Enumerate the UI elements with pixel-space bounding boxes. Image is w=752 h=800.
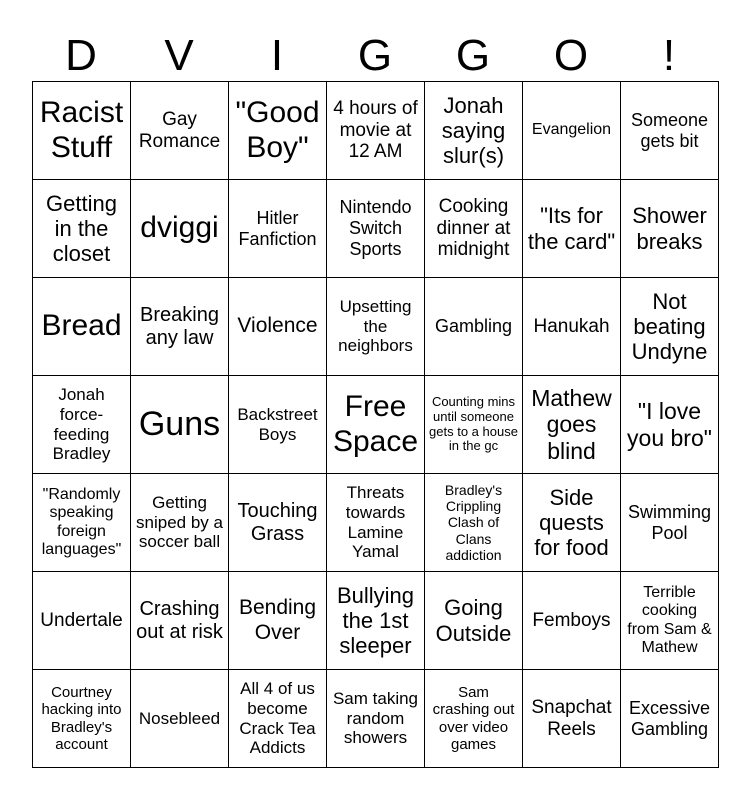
bingo-cell[interactable]: Snapchat Reels xyxy=(523,670,621,768)
bingo-cell[interactable]: Cooking dinner at midnight xyxy=(425,180,523,278)
bingo-cell[interactable]: All 4 of us become Crack Tea Addicts xyxy=(229,670,327,768)
bingo-cell[interactable]: Crashing out at risk xyxy=(131,572,229,670)
bingo-cell[interactable]: Breaking any law xyxy=(131,278,229,376)
bingo-cell[interactable]: Getting sniped by a soccer ball xyxy=(131,474,229,572)
bingo-cell[interactable]: Getting in the closet xyxy=(33,180,131,278)
bingo-cell[interactable]: Guns xyxy=(131,376,229,474)
header-letter-o: O xyxy=(553,31,589,80)
bingo-cell[interactable]: dviggi xyxy=(131,180,229,278)
bingo-cell[interactable]: Not beating Undyne xyxy=(621,278,719,376)
bingo-cell[interactable]: "Randomly speaking foreign languages" xyxy=(33,474,131,572)
bingo-header xyxy=(32,30,718,82)
bingo-cell[interactable]: "I love you bro" xyxy=(621,376,719,474)
bingo-cell[interactable]: Undertale xyxy=(33,572,131,670)
header-letter-i: I xyxy=(270,31,284,80)
bingo-cell[interactable]: Bending Over xyxy=(229,572,327,670)
bingo-cell[interactable]: "Its for the card" xyxy=(523,180,621,278)
bingo-cell[interactable]: Femboys xyxy=(523,572,621,670)
bingo-grid xyxy=(32,81,719,768)
bingo-cell[interactable]: Nintendo Switch Sports xyxy=(327,180,425,278)
header-letter-g2: G xyxy=(455,31,491,80)
bingo-cell[interactable]: 4 hours of movie at 12 AM xyxy=(327,82,425,180)
bingo-cell[interactable]: Shower breaks xyxy=(621,180,719,278)
bingo-cell[interactable]: Jonah saying slur(s) xyxy=(425,82,523,180)
bingo-cell[interactable]: Violence xyxy=(229,278,327,376)
bingo-cell[interactable]: Excessive Gambling xyxy=(621,670,719,768)
header-letter-v: V xyxy=(164,31,194,80)
bingo-cell[interactable]: Someone gets bit xyxy=(621,82,719,180)
bingo-cell[interactable]: Mathew goes blind xyxy=(523,376,621,474)
bingo-cell[interactable]: Hitler Fanfiction xyxy=(229,180,327,278)
bingo-cell[interactable]: Counting mins until someone gets to a house in the gc xyxy=(425,376,523,474)
bingo-cell[interactable]: Free Space xyxy=(327,376,425,474)
bingo-cell[interactable]: Side quests for food xyxy=(523,474,621,572)
header-letter-g1: G xyxy=(357,31,393,80)
bingo-cell[interactable]: Sam crashing out over video games xyxy=(425,670,523,768)
bingo-cell[interactable]: Gambling xyxy=(425,278,523,376)
bingo-cell[interactable]: Courtney hacking into Bradley's account xyxy=(33,670,131,768)
bingo-cell[interactable]: Evangelion xyxy=(523,82,621,180)
bingo-cell[interactable]: Jonah force-feeding Bradley xyxy=(33,376,131,474)
header-letter-exclaim: ! xyxy=(662,31,676,80)
bingo-cell[interactable]: Threats towards Lamine Yamal xyxy=(327,474,425,572)
bingo-cell[interactable]: Bread xyxy=(33,278,131,376)
bingo-cell[interactable]: Swimming Pool xyxy=(621,474,719,572)
bingo-cell[interactable]: Racist Stuff xyxy=(33,82,131,180)
bingo-cell[interactable]: Touching Grass xyxy=(229,474,327,572)
bingo-cell[interactable]: Terrible cooking from Sam & Mathew xyxy=(621,572,719,670)
bingo-cell[interactable]: Upsetting the neighbors xyxy=(327,278,425,376)
bingo-cell[interactable]: Gay Romance xyxy=(131,82,229,180)
bingo-cell[interactable]: Going Outside xyxy=(425,572,523,670)
bingo-cell[interactable]: Sam taking random showers xyxy=(327,670,425,768)
bingo-cell[interactable]: Hanukah xyxy=(523,278,621,376)
bingo-cell[interactable]: Bullying the 1st sleeper xyxy=(327,572,425,670)
bingo-cell[interactable]: "Good Boy" xyxy=(229,82,327,180)
bingo-cell[interactable]: Nosebleed xyxy=(131,670,229,768)
header-letter-d: D xyxy=(65,31,97,80)
bingo-cell[interactable]: Backstreet Boys xyxy=(229,376,327,474)
bingo-cell[interactable]: Bradley's Crippling Clash of Clans addiction xyxy=(425,474,523,572)
